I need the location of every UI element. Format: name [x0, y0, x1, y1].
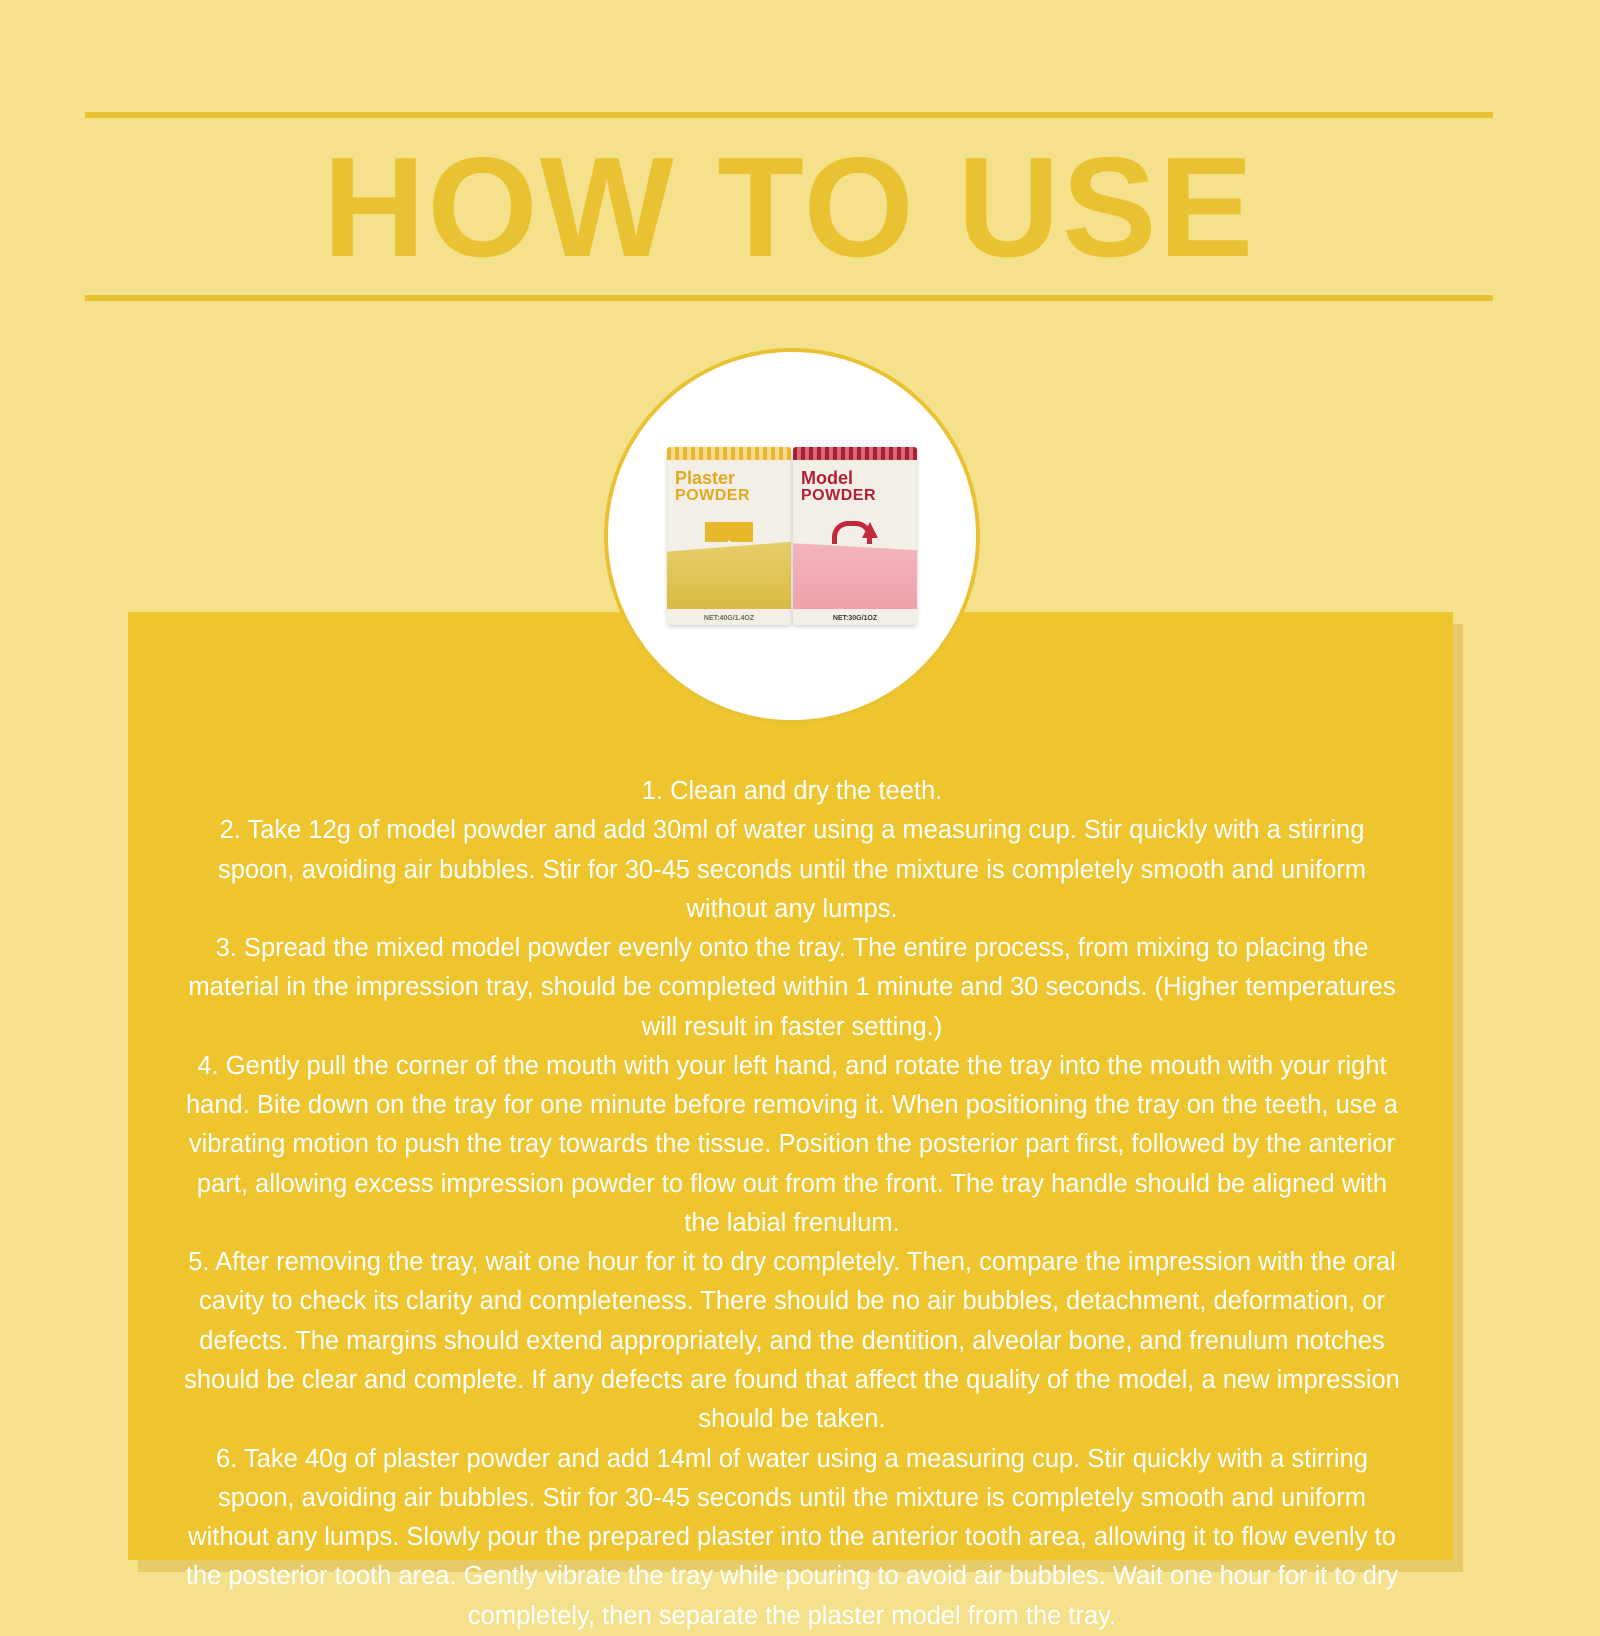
plaster-packet-label [675, 469, 785, 505]
model-powder-fill [793, 539, 917, 609]
model-packet-line1: Model [801, 468, 853, 488]
plaster-packet-artwork [667, 517, 791, 547]
page-title: HOW TO USE [322, 128, 1256, 287]
instruction-step: 6. Take 40g of plaster powder and add 14ml of water using a measuring cup. Stir quickly with a stirring spoon, avoiding air bubbles. Stir for 30-45 seconds until the mixture is completely smooth and uniform without any lumps. Slowly pour the prepared plaster into the anterior tooth area, allowing it to flow evenly to the posterior tooth area. Gently vibrate the tray while pouring to avoid air bubbles. Wait one hour for it to dry completely, then separate the plaster model from the tray. [185, 1444, 1399, 1630]
model-powder-packet [793, 447, 917, 625]
model-packet-artwork [793, 517, 917, 547]
instruction-step: 4. Gently pull the corner of the mouth with your left hand, and rotate the tray into the mouth with your right hand. Bite down on the tray for one minute before removing it. When positioning the tray on the teeth, use a vibrating motion to push the tray towards the tissue. Position the posterior part first, followed by the anterior part, allowing excess impression powder to flow out from the front. The tray handle should be aligned with the labial frenulum. [186, 1051, 1398, 1237]
impression-tray-icon [832, 519, 878, 545]
model-packet-net-weight: NET:30G/1OZ [832, 615, 878, 622]
instruction-step: 2. Take 12g of model powder and add 30ml of water using a measuring cup. Stir quickly with a stirring spoon, avoiding air bubbles. Stir for 30-45 seconds until the mixture is completely smooth and uniform without any lumps. [217, 816, 1367, 923]
plaster-packet-line1: Plaster [675, 468, 736, 488]
plaster-powder-fill [667, 539, 791, 609]
title-block [85, 112, 1493, 301]
instruction-step: 3. Spread the mixed model powder evenly onto the tray. The entire process, from mixing to placing the material in the impression tray, should be completed within 1 minute and 30 seconds. (Higher temperatures will result in faster setting.) [188, 934, 1396, 1041]
instruction-step: 1. Clean and dry the teeth. [641, 777, 943, 805]
instructions-text [178, 772, 1406, 1636]
teeth-icon [705, 522, 753, 542]
model-packet-label [801, 469, 911, 505]
plaster-powder-packet [667, 447, 791, 625]
packet-zip-top-icon [793, 447, 917, 460]
plaster-packet-net-weight: NET:40G/1.4OZ [703, 615, 755, 622]
title-rule-top [85, 112, 1493, 118]
product-image-circle [604, 348, 980, 724]
title-rule-bottom [85, 295, 1493, 301]
instruction-step: 5. After removing the tray, wait one hour for it to dry completely. Then, compare the impression with the oral cavity to check its clarity and completeness. There should be no air bubbles, detachment, deformation, or defects. The margins should extend appropriately, and the dentition, alveolar bone, and frenulum notches should be clear and complete. If any defects are found that affect the quality of the model, a new impression should be taken. [184, 1248, 1400, 1434]
product-packets [667, 447, 917, 625]
model-packet-line2: POWDER [801, 487, 876, 504]
plaster-packet-line2: POWDER [675, 487, 750, 504]
packet-zip-top-icon [667, 447, 791, 460]
